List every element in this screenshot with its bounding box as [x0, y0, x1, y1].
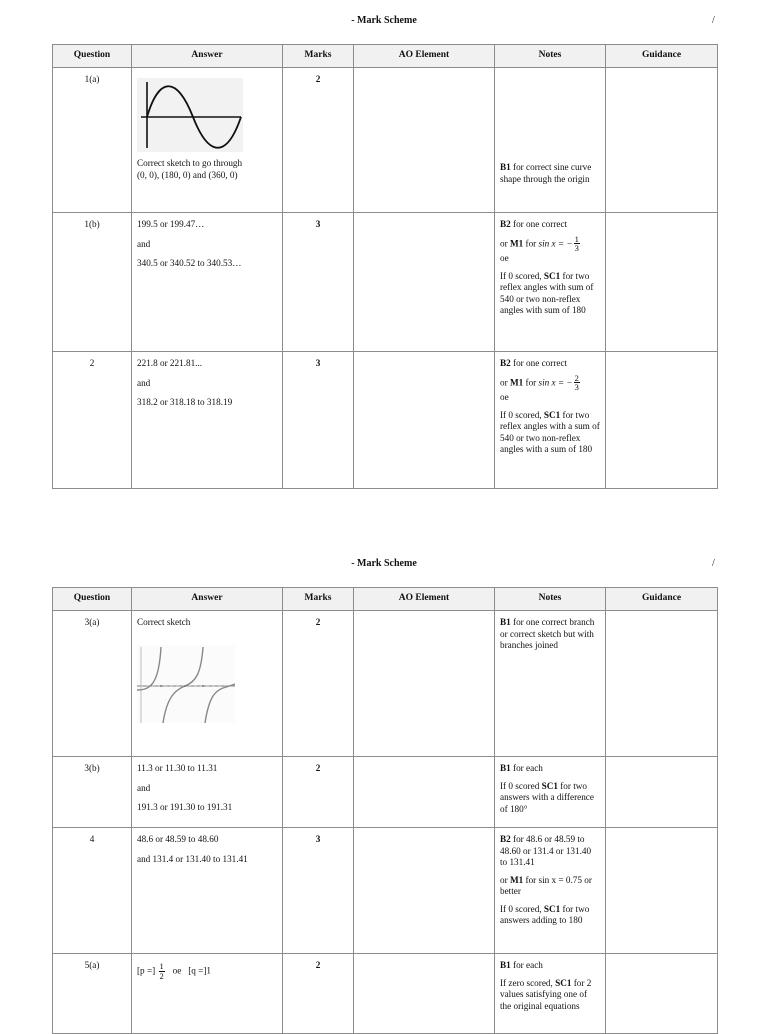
marks-cell: 3 — [283, 213, 354, 352]
marks-cell: 2 — [283, 757, 354, 828]
note-text: for two answers with a difference of 180° — [500, 780, 594, 814]
marks-cell: 3 — [283, 352, 354, 489]
ao-element-cell — [354, 828, 495, 954]
note-text: for each — [510, 763, 543, 773]
mark-code: B1 — [500, 763, 511, 773]
table-row — [53, 352, 718, 489]
answer-text: and 131.4 or 131.40 to 131.41 — [137, 853, 248, 864]
page-header — [0, 558, 768, 574]
guidance-cell — [606, 68, 718, 213]
table-row — [53, 68, 718, 213]
table-row — [53, 611, 718, 757]
guidance-cell — [606, 352, 718, 489]
guidance-cell — [606, 954, 718, 1034]
marks-cell: 2 — [283, 611, 354, 757]
guidance-cell — [606, 611, 718, 757]
note-text: for two reflex angles with sum of 540 or two non-reflex angles with sum of 180 — [500, 270, 594, 316]
note-text: for one correct — [510, 358, 568, 368]
page-title: - Mark Scheme — [351, 15, 417, 26]
note-text: for each — [510, 960, 543, 970]
answer-cell — [132, 611, 283, 757]
question-cell: 3(a) — [53, 611, 132, 757]
mark-code: B1 — [500, 617, 511, 627]
notes-cell: B1 for each If 0 scored SC1 for two answers with a difference of 180° — [495, 757, 606, 828]
guidance-cell — [606, 757, 718, 828]
column-header: Question — [53, 45, 132, 68]
note-text: for sin x = 0.75 or better — [500, 874, 592, 896]
note-text: oe — [500, 392, 509, 403]
column-header: Marks — [283, 45, 354, 68]
ao-element-cell — [354, 954, 495, 1034]
mark-code: M1 — [509, 874, 524, 885]
notes-cell — [495, 611, 606, 757]
answer-cell — [132, 828, 283, 954]
marks-cell: 2 — [283, 68, 354, 213]
answer-cell — [132, 954, 283, 1034]
mark-code: B2 — [500, 219, 511, 229]
mark-code: SC1 — [543, 903, 561, 914]
mark-code: SC1 — [543, 270, 561, 281]
note-text: for 48.6 or 48.59 to 48.60 or 131.4 or 131.40 to 131.41 — [500, 834, 592, 867]
note-text: for two answers adding to 180 — [500, 903, 590, 925]
math-expression: sin x = − — [538, 377, 573, 388]
column-header: Answer — [132, 588, 283, 611]
ao-element-cell — [354, 611, 495, 757]
note-text: oe — [500, 253, 509, 264]
column-header: AO Element — [354, 45, 495, 68]
note-text: for one correct — [510, 219, 568, 229]
question-cell: 3(b) — [53, 757, 132, 828]
answer-text: Correct sketch — [137, 617, 191, 627]
mark-code: SC1 — [541, 780, 558, 791]
table-row — [53, 954, 718, 1034]
answer-text: 318.2 or 318.18 to 318.19 — [137, 397, 233, 407]
mark-scheme-table — [52, 44, 718, 489]
mark-code: B2 — [500, 358, 511, 368]
answer-text: 221.8 or 221.81... — [137, 358, 203, 368]
fraction: $\frac{1}{3}$ — [574, 233, 579, 254]
mark-code: SC1 — [543, 409, 561, 420]
table-row — [53, 757, 718, 828]
fraction: $\frac{1}{2}$ — [159, 961, 164, 981]
notes-cell: B2 for one correct or M1 for sin x = − $\frac{1}{3}$ oe If 0 scored, SC1 for two reflex angles with sum of 540 or two non-reflex angles with sum of 180 — [495, 213, 606, 352]
column-header: Notes — [495, 588, 606, 611]
answer-cell — [132, 213, 283, 352]
question-cell: 4 — [53, 828, 132, 954]
note-text: for two reflex angles with a sum of 540 or two non-reflex angles with a sum of 180 — [500, 409, 600, 455]
ao-element-cell — [354, 68, 495, 213]
column-header: Notes — [495, 45, 606, 68]
answer-text: 191.3 or 191.30 to 191.31 — [137, 802, 233, 812]
column-header: Guidance — [606, 45, 718, 68]
marks-cell: 2 — [283, 954, 354, 1034]
answer-text: Correct sketch to go through — [137, 158, 243, 168]
ao-element-cell — [354, 213, 495, 352]
answer-text: 11.3 or 11.30 to 11.31 — [137, 763, 218, 773]
note-text: for correct sine curve shape through the origin — [500, 162, 592, 184]
answer-text: 48.6 or 48.59 to 48.60 — [137, 834, 219, 844]
table-header-row — [53, 588, 718, 611]
guidance-cell — [606, 213, 718, 352]
question-cell: 1(b) — [53, 213, 132, 352]
answer-expression: [p =] $\frac{1}{2}$ oe [q =]1 — [137, 961, 211, 981]
math-expression: sin x = − — [538, 238, 573, 249]
page-header — [0, 15, 768, 31]
page-title: - Mark Scheme — [351, 558, 417, 569]
guidance-cell — [606, 828, 718, 954]
tan-sketch-figure — [137, 645, 235, 723]
answer-cell — [132, 68, 283, 213]
question-cell: 1(a) — [53, 68, 132, 213]
column-header: Question — [53, 588, 132, 611]
sine-sketch-figure — [137, 78, 243, 152]
mark-code: B2 — [500, 834, 511, 844]
fraction: $\frac{2}{3}$ — [574, 372, 579, 393]
answer-text: and — [137, 377, 151, 388]
column-header: Marks — [283, 588, 354, 611]
note-text: for 2 values satisfying one of the original equations — [500, 977, 592, 1011]
answer-cell — [132, 352, 283, 489]
table-row — [53, 213, 718, 352]
column-header: Guidance — [606, 588, 718, 611]
mark-code: SC1 — [555, 977, 572, 988]
answer-cell — [132, 757, 283, 828]
page-slash: / — [712, 15, 715, 26]
answer-text: 340.5 or 340.52 to 340.53… — [137, 258, 242, 268]
answer-text: and — [137, 782, 151, 793]
mark-scheme-table — [52, 587, 718, 1034]
answer-text: (0, 0), (180, 0) and (360, 0) — [137, 169, 238, 180]
notes-cell — [495, 68, 606, 213]
column-header: AO Element — [354, 588, 495, 611]
question-cell: 2 — [53, 352, 132, 489]
page-slash: / — [712, 558, 715, 569]
question-cell: 5(a) — [53, 954, 132, 1034]
column-header: Answer — [132, 45, 283, 68]
mark-code: B1 — [500, 162, 511, 172]
notes-cell: B2 for 48.6 or 48.59 to 48.60 or 131.4 or 131.40 to 131.41 or M1 for sin x = 0.75 or better If 0 scored, SC1 for two answers adding to 180 — [495, 828, 606, 954]
note-text: for one correct branch or correct sketch but with branches joined — [500, 617, 595, 650]
mark-code: B1 — [500, 960, 511, 970]
ao-element-cell — [354, 757, 495, 828]
ao-element-cell — [354, 352, 495, 489]
answer-text: and — [137, 238, 151, 249]
notes-cell: B1 for each If zero scored, SC1 for 2 values satisfying one of the original equations — [495, 954, 606, 1034]
mark-code: M1 — [509, 377, 524, 388]
table-row — [53, 828, 718, 954]
notes-cell: B2 for one correct or M1 for sin x = − $\frac{2}{3}$ oe If 0 scored, SC1 for two reflex angles with a sum of 540 or two non-reflex angles with a sum of 180 — [495, 352, 606, 489]
table-header-row — [53, 45, 718, 68]
mark-code: M1 — [509, 238, 524, 249]
answer-text: 199.5 or 199.47… — [137, 219, 205, 229]
marks-cell: 3 — [283, 828, 354, 954]
